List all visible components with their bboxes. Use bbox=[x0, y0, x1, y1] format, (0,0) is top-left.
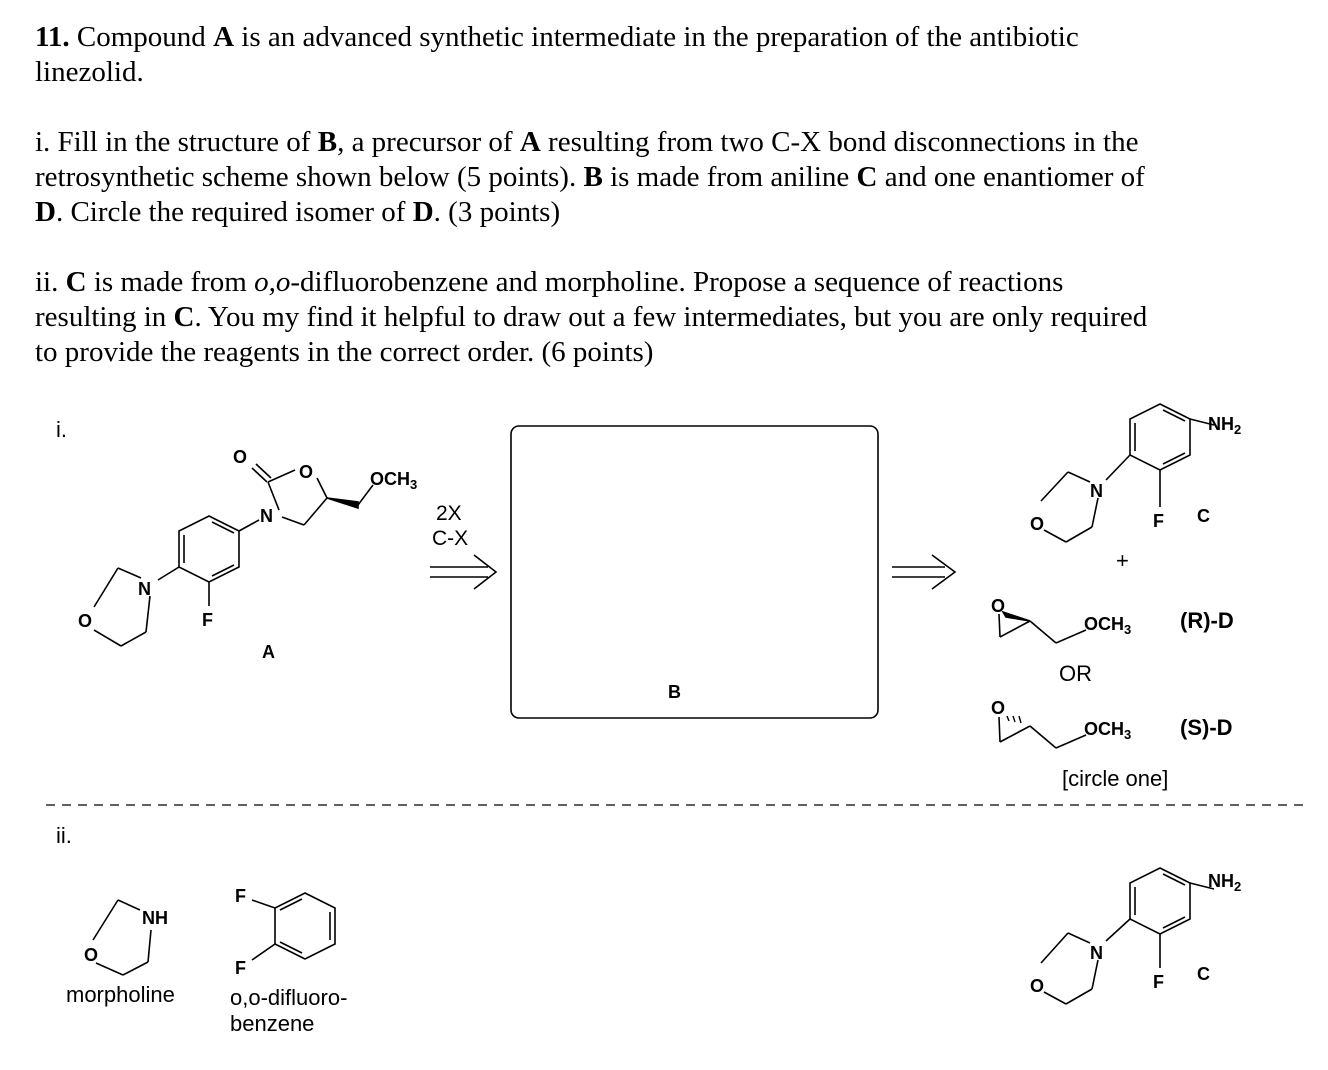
circle-one-instruction: [circle one] bbox=[1062, 766, 1169, 791]
morpholine-label: morpholine bbox=[66, 982, 175, 1007]
compound-c-bottom-benzene-ring bbox=[1130, 868, 1190, 934]
atom-n: N bbox=[138, 579, 151, 599]
atom-o: O bbox=[84, 945, 99, 965]
atom-f: F bbox=[235, 886, 246, 906]
compound-a-benzene-ring bbox=[179, 516, 239, 582]
question-part-i: i. Fill in the structure of B, a precursor of A resulting from two C-X bond disconnections in the retrosynthetic scheme shown below (5 points). B is made from aniline C and one enantiomer of D. Circle the required isomer of D. (3 points) bbox=[35, 126, 1145, 228]
methoxy-group: $OCH_3$ bbox=[370, 469, 418, 492]
amine-nh: NH bbox=[142, 908, 168, 928]
methoxy-group: $OCH_3$ bbox=[1084, 719, 1132, 742]
atom-o: O bbox=[1030, 976, 1045, 996]
answer-box-b[interactable] bbox=[511, 426, 878, 718]
atom-f: F bbox=[1153, 972, 1164, 992]
difluorobenzene-label-line1: o,o-difluoro- bbox=[230, 985, 348, 1010]
atom-o: O bbox=[78, 611, 93, 631]
arrow-label-2x: 2X bbox=[436, 502, 462, 525]
atom-f: F bbox=[202, 610, 213, 630]
methoxy-group: $OCH_3$ bbox=[1084, 614, 1132, 637]
compound-b-label: B bbox=[668, 682, 681, 702]
section-ii-label: ii. bbox=[56, 823, 72, 848]
amine-group: $NH_2$ bbox=[1208, 414, 1242, 437]
atom-n: N bbox=[1090, 481, 1103, 501]
arrow-label-cx: C-X bbox=[432, 527, 469, 550]
atom-o: O bbox=[1030, 514, 1045, 534]
compound-a-label: A bbox=[262, 642, 275, 662]
compound-c-benzene-ring bbox=[1130, 404, 1190, 470]
atom-n: N bbox=[1090, 943, 1103, 963]
atom-o: O bbox=[299, 462, 314, 482]
difluorobenzene-label-line2: benzene bbox=[230, 1011, 315, 1036]
atom-o: O bbox=[991, 698, 1006, 718]
compound-c-bottom-label: C bbox=[1197, 964, 1210, 984]
s-isomer-option[interactable]: (S)-D bbox=[1180, 715, 1233, 740]
atom-o: O bbox=[991, 596, 1006, 616]
amine-group: $NH_2$ bbox=[1208, 871, 1242, 894]
section-i-label: i. bbox=[56, 417, 67, 442]
atom-o: O bbox=[233, 447, 248, 467]
difluorobenzene-ring bbox=[275, 893, 335, 959]
compound-c-label: C bbox=[1197, 506, 1210, 526]
atom-n: N bbox=[260, 506, 273, 526]
r-isomer-option[interactable]: (R)-D bbox=[1180, 608, 1234, 633]
question-intro: 11. Compound A is an advanced synthetic intermediate in the preparation of the antibiotic linezolid. bbox=[35, 21, 1079, 88]
plus-sign: + bbox=[1116, 548, 1129, 573]
atom-f: F bbox=[235, 958, 246, 978]
atom-f: F bbox=[1153, 511, 1164, 531]
question-part-ii: ii. C is made from o,o-difluorobenzene and morpholine. Propose a sequence of reactions resulting in C. You my find it helpful to draw out a few intermediates, but you are only required to provide the reagents in the correct order. (6 points) bbox=[35, 266, 1148, 368]
or-text: OR bbox=[1059, 661, 1092, 686]
